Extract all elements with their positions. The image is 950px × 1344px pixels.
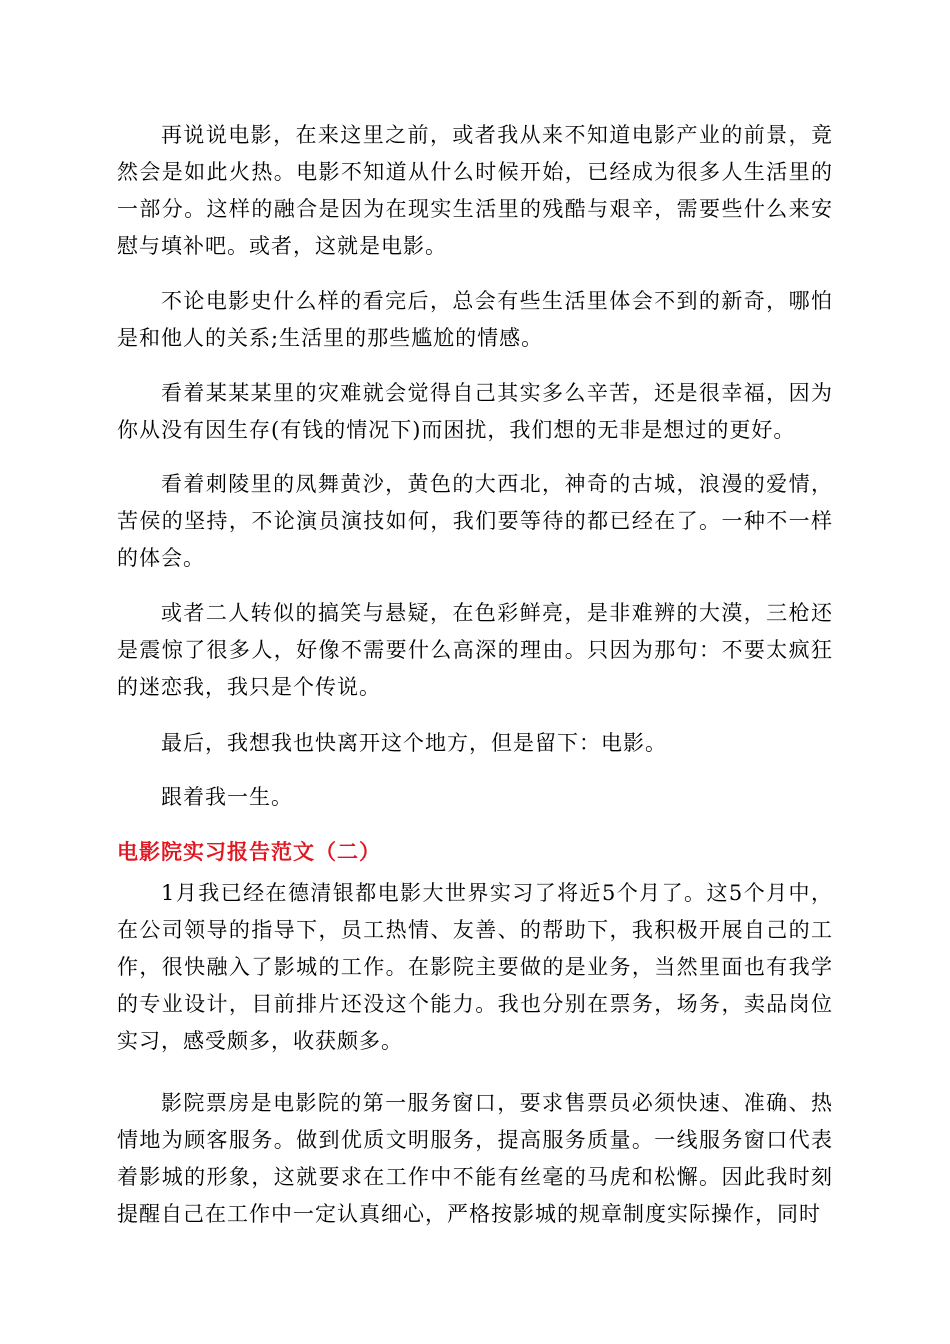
paragraph-leaving: 最后，我想我也快离开这个地方，但是留下：电影。 bbox=[161, 731, 667, 755]
section-heading: 电影院实习报告范文（二） bbox=[117, 839, 381, 864]
paragraph-desert-film: 看着刺陵里的凤舞黄沙，黄色的大西北，神奇的古城，浪漫的爱情，苦侯的坚持，不论演员演技如何，我们要等待的都已经在了。一种不一样的体会。 bbox=[117, 472, 833, 570]
paragraph-closing-line: 跟着我一生。 bbox=[161, 785, 293, 809]
paragraph-comedy-suspense: 或者二人转似的搞笑与悬疑，在色彩鲜亮，是非难辨的大漠，三枪还是震惊了很多人，好像不需要什么高深的理由。只因为那句：不要太疯狂的迷恋我，我只是个传说。 bbox=[117, 601, 833, 699]
paragraph-film-intro: 再说说电影，在来这里之前，或者我从来不知道电影产业的前景，竟然会是如此火热。电影不知道从什么时候开始，已经成为很多人生活里的一部分。这样的融合是因为在现实生活里的残酷与艰辛，需要些什么来安慰与填补吧。或者，这就是电影。 bbox=[117, 123, 833, 258]
paragraph-internship-summary: 1月我已经在德清银都电影大世界实习了将近5个月了。这5个月中，在公司领导的指导下，员工热情、友善、的帮助下，我积极开展自己的工作，很快融入了影城的工作。在影院主要做的是业务，当然里面也有我学的专业设计，目前排片还没这个能力。我也分别在票务，场务，卖品岗位实习，感受颇多，收获颇多。 bbox=[117, 881, 833, 1053]
paragraph-disaster-film: 看着某某某里的灾难就会觉得自己其实多么辛苦，还是很幸福，因为你从没有因生存(有钱的情况下)而困扰，我们想的无非是想过的更好。 bbox=[117, 381, 833, 442]
paragraph-film-novelty: 不论电影史什么样的看完后，总会有些生活里体会不到的新奇，哪怕是和他人的关系;生活里的那些尴尬的情感。 bbox=[117, 289, 833, 350]
paragraph-box-office: 影院票房是电影院的第一服务窗口，要求售票员必须快速、准确、热情地为顾客服务。做到优质文明服务，提高服务质量。一线服务窗口代表着影城的形象，这就要求在工作中不能有丝毫的马虎和松懈。因此我时刻提醒自己在工作中一定认真细心，严格按影城的规章制度实际操作，同时 bbox=[117, 1091, 833, 1226]
